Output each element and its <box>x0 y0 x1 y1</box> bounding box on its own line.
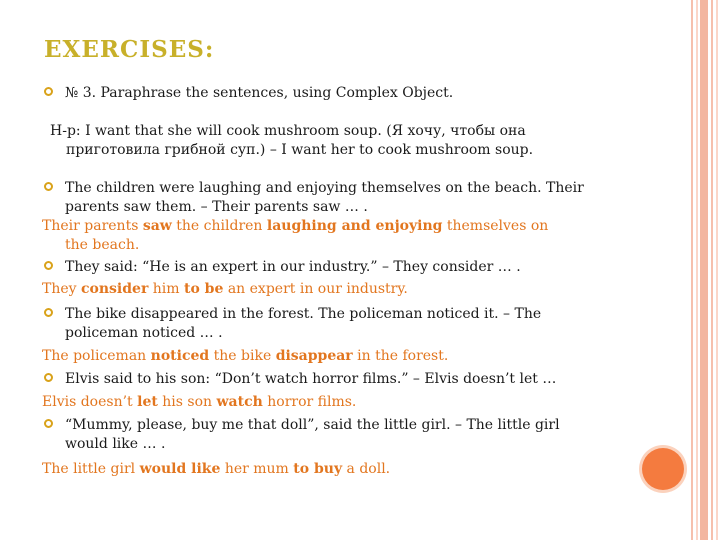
answer-keyword: to buy <box>293 461 343 477</box>
answer-text: Elvis doesn’t <box>42 394 138 410</box>
slide-title: EXERCISES: <box>44 36 215 63</box>
ring-bullet-icon <box>44 261 53 270</box>
answer-keyword: to be <box>184 281 224 297</box>
exercise-item-4 <box>42 370 682 389</box>
question-line-1: “Mummy, please, buy me that doll”, said the little girl. – The little girl <box>65 417 560 433</box>
example-line-1: H-p: I want that she will cook mushroom soup. (Я хочу, чтобы она <box>50 123 526 139</box>
example <box>42 122 682 160</box>
answer-text: an expert in our industry. <box>223 281 408 297</box>
ring-bullet-icon <box>44 182 53 191</box>
question-line-1: They said: “He is an expert in our industry.” – They consider … . <box>65 259 521 275</box>
question-line-1: The bike disappeared in the forest. The policeman noticed it. – The <box>65 306 542 322</box>
answer-text: her mum <box>220 461 294 477</box>
answer-keyword: saw <box>142 218 172 234</box>
answer-text: themselves on <box>442 218 549 234</box>
answer-text: the children <box>171 218 267 234</box>
answer-text: They <box>42 281 81 297</box>
ring-bullet-icon <box>44 373 53 382</box>
answer-keyword: watch <box>216 394 263 410</box>
question-line-2: policeman noticed … . <box>65 325 223 341</box>
answer-text: Their parents <box>42 218 143 234</box>
answer-keyword: laughing and enjoying <box>266 218 443 234</box>
answer-1 <box>42 217 682 255</box>
question-line-1: Elvis said to his son: “Don’t watch horror films.” – Elvis doesn’t let … <box>65 371 557 387</box>
answer-text: the bike <box>209 348 276 364</box>
answer-keyword: consider <box>81 281 149 297</box>
decorative-circle <box>642 448 684 490</box>
answer-text: a doll. <box>342 461 391 477</box>
exercise-item-5 <box>42 416 682 454</box>
answer-keyword: noticed <box>150 348 210 364</box>
task-text: № 3. Paraphrase the sentences, using Complex Object. <box>65 85 454 101</box>
question-line-2: would like … . <box>65 436 166 452</box>
answer-text: horror films. <box>262 394 357 410</box>
ring-bullet-icon <box>44 87 53 96</box>
answer-keyword: would like <box>139 461 221 477</box>
answer-text: his son <box>157 394 217 410</box>
answer-4 <box>42 393 682 412</box>
answer-text: The little girl <box>42 461 140 477</box>
ring-bullet-icon <box>44 419 53 428</box>
answer-text: him <box>148 281 184 297</box>
answer-text: The policeman <box>42 348 151 364</box>
question-line-2: parents saw them. – Their parents saw … . <box>65 199 368 215</box>
exercise-item-2 <box>42 258 682 277</box>
answer-text: in the forest. <box>352 348 449 364</box>
exercise-item-1 <box>42 179 682 217</box>
example-line-2: приготовила грибной суп.) – I want her to cook mushroom soup. <box>66 142 534 158</box>
task-bullet <box>42 84 682 103</box>
answer-5 <box>42 460 682 479</box>
question-line-1: The children were laughing and enjoying themselves on the beach. Their <box>65 180 584 196</box>
answer-keyword: disappear <box>275 348 353 364</box>
decorative-stripes <box>688 0 720 540</box>
slide-content <box>42 80 682 479</box>
ring-bullet-icon <box>44 308 53 317</box>
answer-keyword: let <box>137 394 158 410</box>
answer-3 <box>42 347 682 366</box>
answer-2 <box>42 280 682 299</box>
exercise-item-3 <box>42 305 682 343</box>
answer-line-2: the beach. <box>65 237 140 253</box>
